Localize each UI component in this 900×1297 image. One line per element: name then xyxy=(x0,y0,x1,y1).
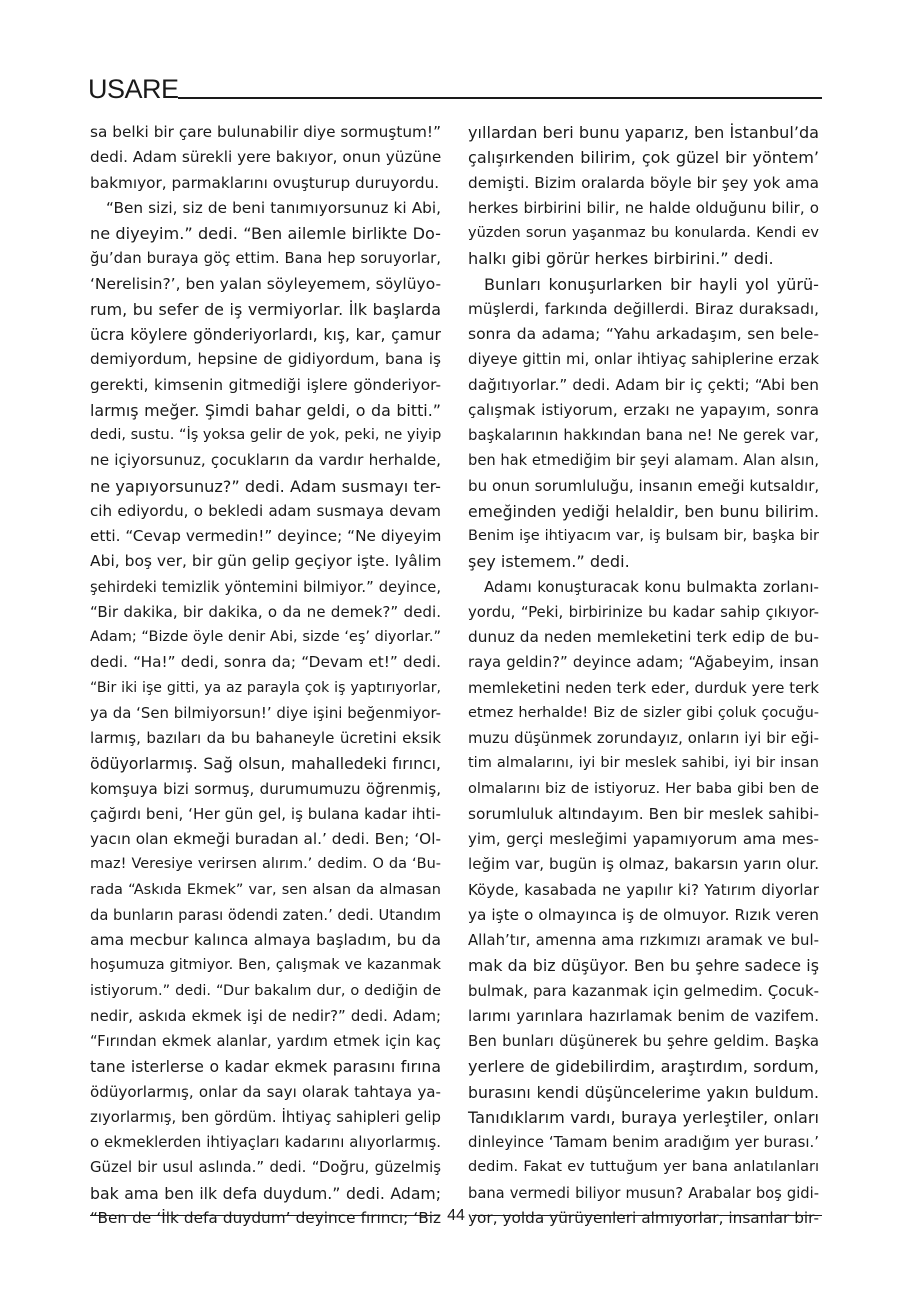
text-line: emeğinden yediği helaldir, ben bunu bilirim. xyxy=(468,501,819,521)
text-line: olmalarını biz de istiyoruz. Her baba gibi ben de xyxy=(468,780,819,797)
text-line: istiyorum.” dedi. “Dur bakalım dur, o dediğin de xyxy=(90,982,441,999)
text-line: burasını kendi düşüncelerime yakın buldum. xyxy=(468,1082,819,1102)
page-header xyxy=(88,72,822,106)
text-line: bulmak, para kazanmak için gelmedim. Çocuk- xyxy=(468,981,819,1000)
text-line: ücra köylere gönderiyorlardı, kış, kar, çamur xyxy=(90,325,441,344)
text-line: demiyordum, hepsine de gidiyordum, bana iş xyxy=(90,350,441,369)
text-line: nedir, askıda ekmek işi de nedir?” dedi. Adam; xyxy=(90,1006,441,1025)
text-line: ne yapıyorsunuz?” dedi. Adam susmayı ter- xyxy=(90,476,441,496)
text-line: başkalarının hakkından bana ne! Ne gerek var, xyxy=(468,426,819,444)
text-line: ben hak etmediğim bir şeyi alamam. Alan alsın, xyxy=(468,452,819,470)
text-line: rum, bu sefer de iş vermiyorlar. İlk başlarda xyxy=(90,299,441,319)
text-line: komşuya bizi sormuş, durumumuzu öğrenmiş, xyxy=(90,779,441,798)
text-line: zıyorlarmış, ben gördüm. İhtiyaç sahipleri gelip xyxy=(90,1107,441,1126)
text-line: “Ben de ‘İlk defa duydum’ deyince fırıncı; ‘Biz xyxy=(90,1208,441,1227)
text-line: “Ben sizi, siz de beni tanımıyorsunuz ki Abi, xyxy=(106,198,441,217)
text-line: şey istemem.” dedi. xyxy=(468,552,630,572)
text-line: dedi. “Ha!” dedi, sonra da; “Devam et!” dedi. xyxy=(90,653,441,672)
text-line: etti. “Cevap vermedin!” deyince; “Ne diyeyim xyxy=(90,527,442,545)
text-line: yacın olan ekmeği buradan al.’ dedi. Ben; ‘Ol- xyxy=(90,830,441,848)
text-line: o ekmeklerden ihtiyaçları kadarını alıyorlarmış. xyxy=(90,1133,441,1151)
text-line: demişti. Bizim oralarda böyle bir şey yok ama xyxy=(468,173,819,192)
header-rule xyxy=(178,97,822,99)
text-line: yim, gerçi mesleğimi yapamıyorum ama mes- xyxy=(468,830,819,848)
text-line: “Bir dakika, bir dakika, o da ne demek?” dedi. xyxy=(90,602,441,621)
text-line: tane isterlerse o kadar ekmek parasını fırına xyxy=(90,1057,441,1077)
text-line: larımı yarınlara hazırlamak benim de vazifem. xyxy=(468,1006,819,1025)
text-line: Abi, boş ver, bir gün gelip geçiyor işte. Iyâlim xyxy=(90,552,442,571)
text-line: Adam; “Bizde öyle denir Abi, sizde ‘eş’ diyorlar.” xyxy=(90,629,441,645)
text-line: sonra da adama; “Yahu arkadaşım, sen bele- xyxy=(468,325,819,343)
text-line: yüzden sorun yaşanmaz bu konularda. Kendi ev xyxy=(468,225,819,241)
text-line: ne diyeyim.” dedi. “Ben ailemle birlikte Do- xyxy=(90,224,441,243)
text-line: ama mecbur kalınca almaya başladım, bu da xyxy=(90,931,441,949)
text-line: yıllardan beri bunu yaparız, ben İstanbul’da xyxy=(468,123,820,142)
text-line: diyeye gittin mi, onlar ihtiyaç sahiplerine erzak xyxy=(468,350,819,369)
text-line: çalışmak istiyorum, erzakı ne yapayım, sonra xyxy=(468,400,819,419)
text-line: “Fırından ekmek alanlar, yardım etmek için kaç xyxy=(90,1033,441,1050)
text-line: larmış, bazıları da bu bahaneyle ücretini eksik xyxy=(90,729,441,747)
text-line: ‘Nerelisin?’, ben yalan söyleyemem, söylüyo- xyxy=(90,274,442,293)
text-line: raya geldin?” deyince adam; “Ağabeyim, insan xyxy=(468,653,819,672)
text-line: çalışırkenden bilirim, çok güzel bir yöntem’ xyxy=(468,148,819,168)
text-line: yerlere de gidebilirdim, araştırdım, sordum, xyxy=(468,1057,819,1077)
text-line: şehirdeki temizlik yöntemini bilmiyor.” deyince, xyxy=(90,578,441,596)
text-line: leğim var, bugün iş olmaz, bakarsın yarın olur. xyxy=(468,855,819,874)
text-line: dinleyince ‘Tamam benim aradığım yer burası.’ xyxy=(468,1133,819,1151)
text-line: Köyde, kasabada ne yapılır ki? Yatırım diyorlar xyxy=(468,880,819,899)
text-line: ya da ‘Sen bilmiyorsun!’ diye işini beğenmiyor- xyxy=(90,703,441,722)
text-line: muzu düşünmek zorundayız, onların iyi bir eği- xyxy=(468,729,819,747)
text-line: ğu’dan buraya göç ettim. Bana hep soruyorlar, xyxy=(90,249,441,268)
page-footer xyxy=(90,1204,822,1228)
text-line: dedi, sustu. “İş yoksa gelir de yok, peki, ne yiyip xyxy=(90,427,442,443)
text-line: Güzel bir usul aslında.” dedi. “Doğru, güzelmiş xyxy=(90,1158,441,1177)
text-line: Tanıdıklarım vardı, buraya yerleştiler, onları xyxy=(468,1107,819,1127)
text-line: rada “Askıda Ekmek” var, sen alsan da almasan xyxy=(90,881,441,898)
text-line: çağırdı beni, ‘Her gün gel, iş bulana kadar ihti- xyxy=(90,804,441,823)
text-line: dedi. Adam sürekli yere bakıyor, onun yüzüne xyxy=(90,148,442,167)
text-line: dedim. Fakat ev tuttuğum yer bana anlatılanları xyxy=(468,1159,819,1176)
text-line: bana vermedi biliyor musun? Arabalar boş gidi- xyxy=(468,1184,819,1202)
text-line: gerekti, kimsenin gitmediği işlere gönderiyor- xyxy=(90,375,441,394)
text-line: müşlerdi, farkında değillerdi. Biraz duraksadı, xyxy=(468,299,819,318)
text-line: ödüyorlarmış. Sağ olsun, mahalledeki fırıncı, xyxy=(90,754,441,774)
text-line: tim almalarını, iyi bir meslek sahibi, iyi bir insan xyxy=(468,755,819,772)
right-text-column xyxy=(468,120,819,1231)
text-line: memleketini neden terk eder, durduk yere terk xyxy=(468,678,819,697)
text-line: bak ama ben ilk defa duydum.” dedi. Adam; xyxy=(90,1183,441,1203)
text-line: cih ediyordu, o bekledi adam susmaya devam xyxy=(90,501,441,520)
text-line: etmez herhalde! Biz de sizler gibi çoluk çocuğu- xyxy=(468,704,819,721)
text-line: larmış meğer. Şimdi bahar geldi, o da bitti.” xyxy=(90,400,441,420)
text-line: da bunların parası ödendi zaten.’ dedi. Utandım xyxy=(90,906,442,924)
page-number: 44 xyxy=(447,1207,465,1224)
text-line: dağıtıyorlar.” dedi. Adam bir iç çekti; “Abi ben xyxy=(468,375,819,394)
text-line: halkı gibi görür herkes birbirini.” dedi. xyxy=(468,249,774,269)
left-text-column xyxy=(90,120,441,1231)
text-line: yor, yolda yürüyenleri almıyorlar, insanlar bir- xyxy=(468,1208,819,1227)
text-line: Bunları konuşurlarken bir hayli yol yürü- xyxy=(484,274,819,294)
text-line: maz! Veresiye verirsen alırım.’ dedim. O da ‘Bu- xyxy=(90,856,441,873)
footer-rule-right xyxy=(472,1215,822,1216)
text-line: ya işte o olmayınca iş de olmuyor. Rızık veren xyxy=(468,905,819,924)
text-line: yordu, “Peki, birbirinize bu kadar sahip çıkıyor- xyxy=(468,602,819,621)
text-line: ödüyorlarmış, onlar da sayı olarak tahtaya ya- xyxy=(90,1082,441,1101)
text-line: Ben bunları düşünerek bu şehre geldim. Başka xyxy=(468,1032,819,1050)
text-line: hoşumuza gitmiyor. Ben, çalışmak ve kazanmak xyxy=(90,957,441,974)
text-line: dunuz da neden memleketini terk edip de bu- xyxy=(468,628,819,646)
text-line: mak da biz düşüyor. Ben bu şehre sadece iş xyxy=(468,956,819,976)
text-line: sorumluluk altındayım. Ben bir meslek sahibi- xyxy=(468,804,819,823)
text-line: Benim işe ihtiyacım var, iş bulsam bir, başka bir xyxy=(468,528,819,544)
text-line: sa belki bir çare bulunabilir diye sormuştum!” xyxy=(90,123,441,141)
text-line: Adamı konuşturacak konu bulmakta zorlanı- xyxy=(484,577,819,596)
text-line: herkes birbirini bilir, ne halde olduğunu bilir, o xyxy=(468,198,819,217)
text-line: bu onun sorumluluğu, insanın emeği kutsaldır, xyxy=(468,476,820,495)
text-line: bakmıyor, parmaklarını ovuşturup duruyordu. xyxy=(90,173,440,192)
text-line: Allah’tır, amenna ama rızkımızı aramak ve bul- xyxy=(468,931,819,949)
publication-title: USARE xyxy=(88,74,179,104)
text-line: “Bir iki işe gitti, ya az parayla çok iş yaptırıyorlar, xyxy=(90,679,441,696)
text-line: ne içiyorsunuz, çocukların da vardır herhalde, xyxy=(90,451,441,470)
